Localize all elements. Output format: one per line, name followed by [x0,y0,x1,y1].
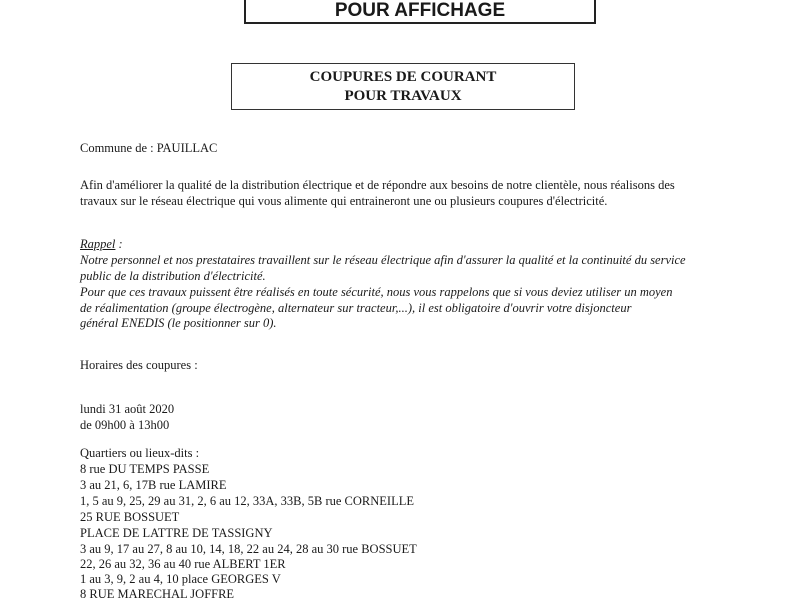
posting-header-box [244,0,596,24]
quartier-item: 3 au 21, 6, 17B rue LAMIRE [80,478,227,492]
document-title-line-1: COUPURES DE COURANT [309,69,497,85]
quartier-item: 25 RUE BOSSUET [80,510,180,524]
intro-line-1: Afin d'améliorer la qualité de la distribution électrique et de répondre aux besoins de notre clientèle, nous réalisons des [80,178,675,192]
quartier-item: PLACE DE LATTRE DE TASSIGNY [80,526,273,540]
rappel-heading [80,236,123,252]
document-title-box [231,63,575,110]
schedule-time: de 09h00 à 13h00 [80,418,170,432]
quartier-item: 1 au 3, 9, 2 au 4, 10 place GEORGES V [80,572,281,586]
schedule-date: lundi 31 août 2020 [80,402,175,416]
quartier-item: 3 au 9, 17 au 27, 8 au 10, 14, 18, 22 au 24, 28 au 30 rue BOSSUET [80,542,417,556]
quartier-item: 8 rue DU TEMPS PASSE [80,462,210,476]
quartiers-label: Quartiers ou lieux-dits : [80,446,200,460]
quartier-item: 22, 26 au 32, 36 au 40 rue ALBERT 1ER [80,557,286,571]
rappel-label-suffix: : [115,237,123,251]
quartier-item: 8 RUE MARECHAL JOFFRE [80,587,235,601]
rappel-line-1: Notre personnel et nos prestataires travaillent sur le réseau électrique afin d'assurer la qualité et la continuité du service [80,253,686,267]
rappel-line-5: général ENEDIS (le positionner sur 0). [80,316,277,330]
rappel-line-4: de réalimentation (groupe électrogène, alternateur sur tracteur,...), il est obligatoire d'ouvrir votre disjoncteur [80,301,632,315]
document-title-line-2: POUR TRAVAUX [344,88,462,104]
commune-line: Commune de : PAUILLAC [80,141,218,155]
posting-header-label: POUR AFFICHAGE [334,0,506,21]
rappel-label: Rappel [80,237,116,251]
rappel-line-3: Pour que ces travaux puissent être réalisés en toute sécurité, nous vous rappelons que si vous deviez utiliser un moyen [80,285,673,299]
intro-line-2: travaux sur le réseau électrique qui vous alimente qui entraineront une ou plusieurs coupures d'électricité. [80,194,608,208]
horaires-label: Horaires des coupures : [80,358,198,372]
rappel-line-2: public de la distribution d'électricité. [80,269,266,283]
quartier-item: 1, 5 au 9, 25, 29 au 31, 2, 6 au 12, 33A, 33B, 5B rue CORNEILLE [80,494,414,508]
